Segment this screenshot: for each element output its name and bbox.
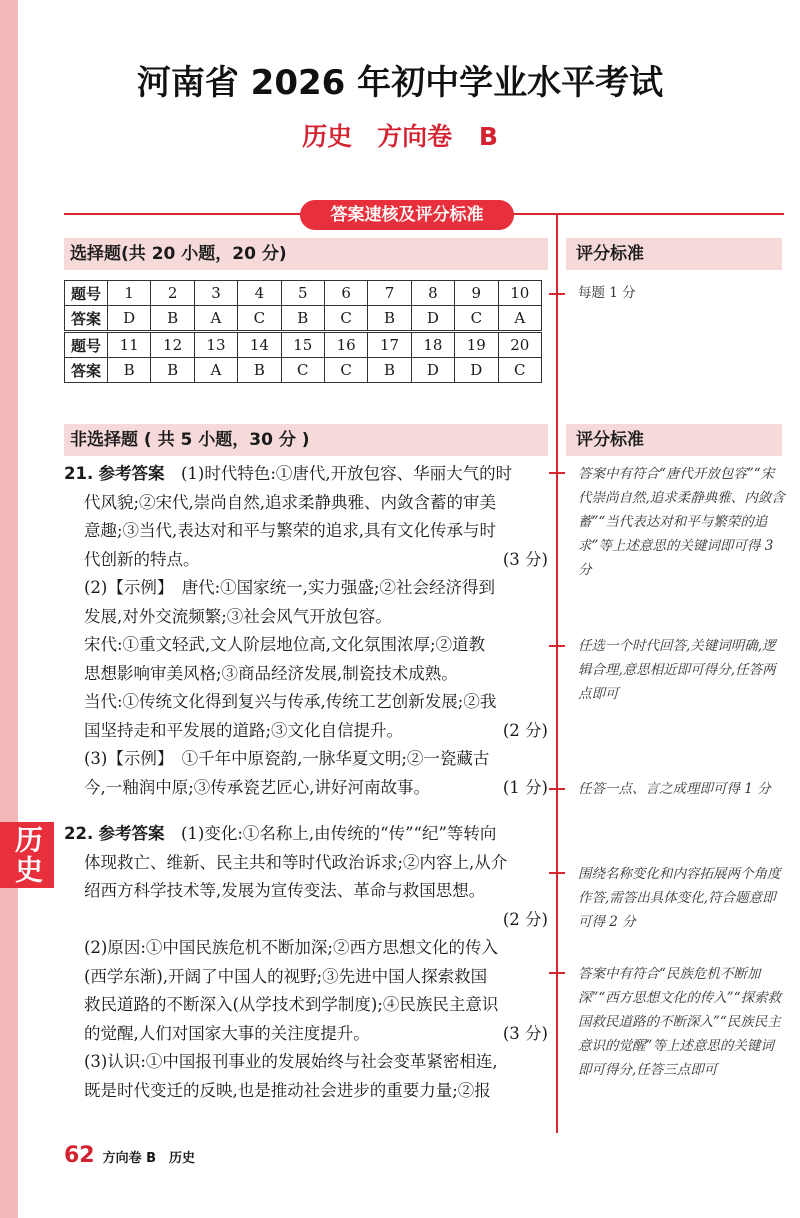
table-cell: B bbox=[281, 306, 324, 332]
answer-line: 国坚持走和平发展的道路;③文化自信提升。 bbox=[84, 720, 404, 740]
criteria-note-21-2: 任选一个时代回答,关键词明确,逻辑合理,意思相近即可得分,任答两点即可 bbox=[578, 638, 776, 702]
table-cell: B bbox=[108, 358, 151, 383]
table-cell: C bbox=[281, 358, 324, 383]
table-cell: B bbox=[151, 306, 194, 332]
table-cell: 16 bbox=[324, 332, 367, 358]
answer-line: 当代:①传统文化得到复兴与传承,传统工艺创新发展;②我 bbox=[84, 692, 497, 711]
table-cell: D bbox=[455, 358, 498, 383]
table-cell: D bbox=[108, 306, 151, 332]
choice-criteria-note: 每题 1 分 bbox=[578, 285, 636, 301]
answer-line: 的觉醒,人们对国家大事的关注度提升。 bbox=[84, 1023, 370, 1043]
score-label: (3 分) bbox=[502, 549, 548, 569]
choice-section-title: 选择题(共 20 小题，20 分) bbox=[64, 238, 548, 270]
table-cell: 14 bbox=[238, 332, 281, 358]
score-label: (3 分) bbox=[502, 1023, 548, 1043]
table-cell: 4 bbox=[238, 281, 281, 306]
answer-line: 意趣;③当代,表达对和平与繁荣的追求,具有文化传承与时 bbox=[84, 521, 497, 540]
table-cell: 11 bbox=[108, 332, 151, 358]
table-cell: C bbox=[324, 306, 367, 332]
subject-side-tab: 历史 bbox=[0, 822, 54, 888]
table-row bbox=[65, 332, 542, 358]
answer-line: (2)原因:①中国民族危机不断加深;②西方思想文化的传入 bbox=[84, 938, 498, 957]
connector-tick bbox=[549, 788, 565, 790]
table-cell: B bbox=[368, 358, 411, 383]
criteria-note-22-1: 围绕名称变化和内容拓展两个角度作答,需答出具体变化,符合题意即可得 2 分 bbox=[578, 866, 781, 930]
table-cell: D bbox=[411, 306, 454, 332]
answer-table bbox=[64, 280, 542, 383]
question-number: 21. bbox=[64, 464, 94, 483]
table-row bbox=[65, 281, 542, 306]
table-cell: A bbox=[194, 358, 237, 383]
page-footer bbox=[64, 1143, 195, 1168]
connector-tick bbox=[549, 293, 565, 295]
answer-line: (2)【示例】 唐代:①国家统一,实力强盛;②社会经济得到 bbox=[84, 578, 495, 597]
answer-line: 思想影响审美风格;③商品经济发展,制瓷技术成熟。 bbox=[84, 663, 458, 683]
score-label: (2 分) bbox=[502, 720, 548, 740]
question-number: 22. bbox=[64, 824, 94, 843]
table-row bbox=[65, 306, 542, 332]
table-cell: 20 bbox=[498, 332, 541, 358]
table-cell: 12 bbox=[151, 332, 194, 358]
table-cell: 7 bbox=[368, 281, 411, 306]
criteria-note-21-1: 答案中有符合“唐代开放包容”“宋代崇尚自然,追求柔静典雅、内敛含蓄”“当代表达对和平与繁荣的追求”等上述意思的关键词即可得 3 分 bbox=[578, 466, 785, 578]
answer-line: 宋代:①重文轻武,文人阶层地位高,文化氛围浓厚;②道教 bbox=[84, 635, 486, 654]
table-cell: 2 bbox=[151, 281, 194, 306]
table-cell: 13 bbox=[194, 332, 237, 358]
connector-tick bbox=[549, 645, 565, 647]
non-choice-criteria-title: 评分标准 bbox=[566, 424, 782, 456]
answer-line: 发展,对外交流频繁;③社会风气开放包容。 bbox=[84, 606, 392, 626]
connector-tick bbox=[549, 872, 565, 874]
answer-line: 代创新的特点。 bbox=[84, 549, 200, 569]
non-choice-section-title: 非选择题 ( 共 5 小题，30 分 ) bbox=[64, 424, 548, 456]
table-row bbox=[65, 358, 542, 383]
left-margin-strip bbox=[0, 0, 18, 1218]
table-cell: 8 bbox=[411, 281, 454, 306]
table-cell: C bbox=[498, 358, 541, 383]
answer-line: 既是时代变迁的反映,也是推动社会进步的重要力量;②报 bbox=[84, 1080, 491, 1100]
answer-line: (3)【示例】 ①千年中原瓷韵,一脉华夏文明;②一瓷藏古 bbox=[84, 749, 490, 768]
table-cell: 19 bbox=[455, 332, 498, 358]
table-cell: 5 bbox=[281, 281, 324, 306]
answer-line: 绍西方科学技术等,发展为宣传变法、革命与救国思想。 bbox=[84, 881, 486, 900]
table-cell: 1 bbox=[108, 281, 151, 306]
connector-tick bbox=[549, 972, 565, 974]
table-cell: 3 bbox=[194, 281, 237, 306]
table-cell: C bbox=[455, 306, 498, 332]
question-22 bbox=[64, 820, 548, 1105]
row-label-ans: 答案 bbox=[65, 358, 108, 383]
page-subtitle: 历史 方向卷 B bbox=[302, 122, 498, 151]
question-21 bbox=[64, 460, 548, 802]
footer-label: 方向卷 B 历史 bbox=[102, 1151, 196, 1166]
score-label: (2 分) bbox=[502, 909, 548, 929]
table-cell: A bbox=[194, 306, 237, 332]
score-label: (1 分) bbox=[502, 777, 548, 797]
table-cell: A bbox=[498, 306, 541, 332]
answer-line: (3)认识:①中国报刊事业的发展始终与社会变革紧密相连, bbox=[84, 1052, 498, 1071]
page-number: 62 bbox=[64, 1143, 95, 1168]
answer-line: 救民道路的不断深入(从学技术到学制度);④民族民主意识 bbox=[84, 995, 499, 1014]
table-cell: 6 bbox=[324, 281, 367, 306]
table-cell: B bbox=[368, 306, 411, 332]
page-title: 河南省 2026 年初中学业水平考试 bbox=[136, 63, 664, 103]
answer-line: (1)变化:①名称上,由传统的“传”“纪”等转向 bbox=[180, 824, 497, 843]
choice-criteria-title: 评分标准 bbox=[566, 238, 782, 270]
row-label-num: 题号 bbox=[65, 281, 108, 306]
answer-line: (1)时代特色:①唐代,开放包容、华丽大气的时 bbox=[180, 464, 513, 483]
answer-line: 体现救亡、维新、民主共和等时代政治诉求;②内容上,从介 bbox=[84, 852, 508, 872]
table-cell: 17 bbox=[368, 332, 411, 358]
table-cell: C bbox=[238, 306, 281, 332]
table-cell: 9 bbox=[455, 281, 498, 306]
criteria-note-21-3: 任答一点、言之成理即可得 1 分 bbox=[578, 781, 771, 797]
row-label-ans: 答案 bbox=[65, 306, 108, 332]
answer-line: (西学东渐),开阔了中国人的视野;③先进中国人探索救国 bbox=[84, 966, 488, 986]
reference-answer-label: 参考答案 bbox=[98, 824, 165, 843]
connector-tick bbox=[549, 472, 565, 474]
reference-answer-label: 参考答案 bbox=[98, 464, 165, 483]
answer-line: 今,一釉润中原;③传承瓷艺匠心,讲好河南故事。 bbox=[84, 777, 431, 797]
table-cell: 18 bbox=[411, 332, 454, 358]
answer-key-banner: 答案速核及评分标准 bbox=[300, 200, 514, 230]
criteria-note-22-2: 答案中有符合“民族危机不断加深”“西方思想文化的传入”“探索救国救民道路的不断深入”“民族民主意识的觉醒”等上述意思的关键词即可得分,任答三点即可 bbox=[578, 966, 782, 1078]
table-cell: B bbox=[238, 358, 281, 383]
table-cell: B bbox=[151, 358, 194, 383]
row-label-num: 题号 bbox=[65, 332, 108, 358]
table-cell: 15 bbox=[281, 332, 324, 358]
table-cell: C bbox=[324, 358, 367, 383]
table-cell: D bbox=[411, 358, 454, 383]
table-cell: 10 bbox=[498, 281, 541, 306]
column-divider bbox=[556, 213, 558, 1133]
answer-line: 代风貌;②宋代,崇尚自然,追求柔静典雅、内敛含蓄的审美 bbox=[84, 492, 497, 512]
